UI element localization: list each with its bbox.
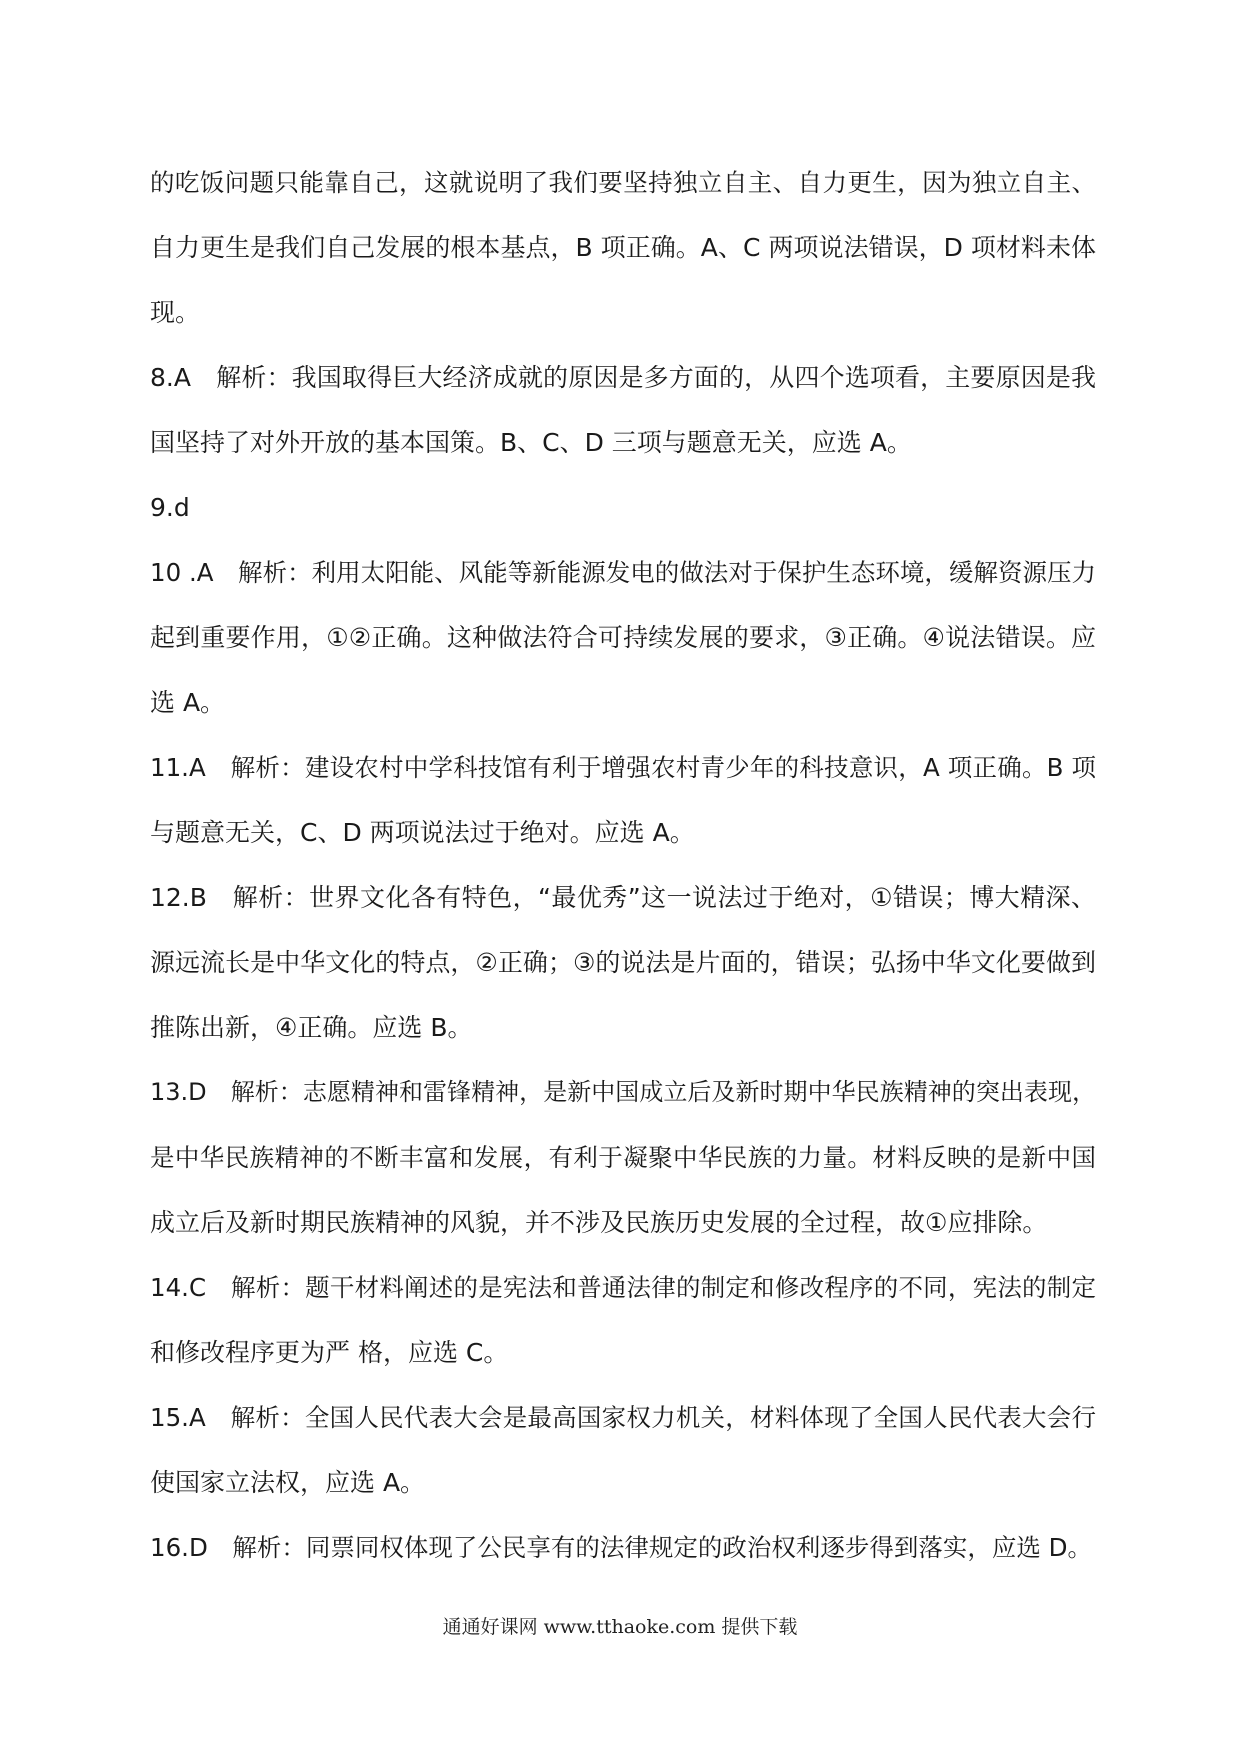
text-line: 9.d <box>150 493 190 522</box>
text-line: 成立后及新时期民族精神的风貌，并不涉及民族历史发展的全过程，故①应排除。 <box>150 1208 1048 1237</box>
page-footer: 通通好课网 www.tthaoke.com 提供下载 <box>442 1616 798 1638</box>
text-line: 起到重要作用，①②正确。这种做法符合可持续发展的要求，③正确。④说法错误。应 <box>150 623 1096 652</box>
text-line: 13.D 解析：志愿精神和雷锋精神，是新中国成立后及新时期中华民族精神的突出表现， <box>150 1078 1096 1106</box>
text-line: 与题意无关，C、D 两项说法过于绝对。应选 A。 <box>150 818 695 847</box>
text-line: 11.A 解析：建设农村中学科技馆有利于增强农村青少年的科技意识，A 项正确。B 项 <box>150 753 1096 782</box>
text-line: 8.A 解析：我国取得巨大经济成就的原因是多方面的，从四个选项看，主要原因是我 <box>150 363 1096 392</box>
text-line: 14.C 解析：题干材料阐述的是宪法和普通法律的制定和修改程序的不同，宪法的制定 <box>150 1273 1096 1302</box>
text-line: 和修改程序更为严 格，应选 C。 <box>150 1338 509 1367</box>
text-line: 自力更生是我们自己发展的根本基点，B 项正确。A、C 两项说法错误，D 项材料未体 <box>150 233 1096 262</box>
text-line: 使国家立法权，应选 A。 <box>150 1468 426 1497</box>
text-line: 16.D 解析：同票同权体现了公民享有的法律规定的政治权利逐步得到落实，应选 D。 <box>150 1533 1092 1562</box>
text-line: 10 .A 解析：利用太阳能、风能等新能源发电的做法对于保护生态环境，缓解资源压力 <box>150 558 1096 587</box>
text-line: 12.B 解析：世界文化各有特色，“最优秀”这一说法过于绝对，①错误；博大精深、 <box>150 883 1096 912</box>
text-line: 现。 <box>150 298 201 327</box>
text-line: 推陈出新，④正确。应选 B。 <box>150 1013 473 1042</box>
text-line: 的吃饭问题只能靠自己，这就说明了我们要坚持独立自主、自力更生，因为独立自主、 <box>150 168 1096 197</box>
text-line: 国坚持了对外开放的基本国策。B、C、D 三项与题意无关，应选 A。 <box>150 428 912 457</box>
text-line: 15.A 解析：全国人民代表大会是最高国家权力机关，材料体现了全国人民代表大会行 <box>150 1403 1096 1432</box>
answer-explanations <box>150 150 1096 1580</box>
text-line: 是中华民族精神的不断丰富和发展，有利于凝聚中华民族的力量。材料反映的是新中国 <box>150 1143 1096 1172</box>
text-line: 源远流长是中华文化的特点，②正确；③的说法是片面的，错误；弘扬中华文化要做到 <box>150 948 1096 977</box>
text-line: 选 A。 <box>150 688 226 717</box>
